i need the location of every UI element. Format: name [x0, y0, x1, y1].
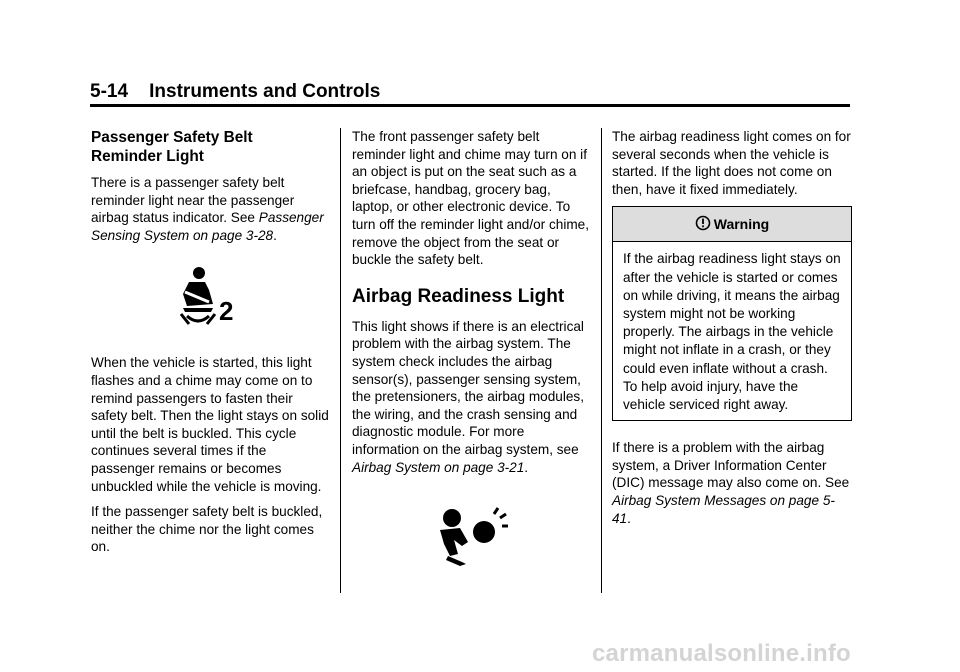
section-heading [91, 128, 329, 166]
paragraph-end: . [627, 510, 631, 526]
svg-text:2: 2 [219, 296, 234, 327]
paragraph: When the vehicle is started, this light flashes and a chime may come on to remind passengers to fasten their safety belt. Then the light stays on solid until the belt is buckled. This cycle continues several times if the passenger remains or becomes unbuckled while the vehicle is moving. [91, 355, 329, 494]
paragraph [612, 439, 852, 527]
warning-body: If the airbag readiness light stays on after the vehicle is started or comes on while driving, it means the airbag system might not be working properly. The airbags in the vehicle might not inflate in a crash, or they could even inflate without a crash. To help avoid injury, have the vehicle serviced right away. [623, 251, 841, 412]
warning-symbol-icon [695, 215, 711, 231]
warning-title: Warning [713, 216, 770, 233]
cross-reference-link[interactable]: Airbag System on page 3-21 [352, 459, 525, 475]
column-3 [612, 128, 852, 535]
paragraph [352, 318, 592, 476]
cross-reference-link[interactable]: Passenger Sensing System on page 3-28 [91, 210, 324, 243]
paragraph: The airbag readiness light comes on for several seconds when the vehicle is started. If the light does not come on then, have it fixed immediately. [612, 129, 851, 197]
section-title: Instruments and Controls [149, 81, 381, 102]
column-2 [352, 128, 592, 566]
section-heading: Airbag Readiness Light [352, 285, 565, 307]
warning-header [613, 207, 851, 242]
watermark: carmanualsonline.info [592, 640, 851, 667]
page-header [90, 80, 850, 104]
column-1 [91, 128, 329, 564]
passenger-seatbelt-reminder-icon [91, 264, 329, 326]
column-divider [601, 128, 602, 593]
paragraph-end: . [524, 459, 529, 475]
warning-box [612, 206, 852, 421]
paragraph-text: There is a passenger safety belt reminder light near the passenger airbag status indicator. See [91, 175, 295, 226]
paragraph [91, 174, 329, 244]
paragraph: If the passenger safety belt is buckled, neither the chime nor the light comes on. [91, 504, 323, 555]
paragraph-text: This light shows if there is an electrical problem with the airbag system. The system check includes the airbag sensor(s), passenger sensing system, the pretensioners, the airbag modules, the wiring, and the crash sensing and diagnostic module. For more information on the airbag system, see [352, 318, 584, 457]
paragraph-end: . [273, 227, 277, 243]
header-rule [90, 104, 850, 107]
paragraph: The front passenger safety belt reminder light and chime may turn on if an object is put on the seat such as a briefcase, handbag, grocery bag, laptop, or other electronic device. To turn off the reminder light and/or chime, remove the object from the seat or buckle the safety belt. [352, 129, 590, 268]
cross-reference-link[interactable]: Airbag System Messages on page 5-41 [612, 492, 835, 526]
column-divider [340, 128, 341, 593]
heading-line: Passenger Safety Belt [91, 129, 253, 146]
airbag-readiness-icon [352, 506, 592, 566]
paragraph-text: If there is a problem with the airbag system, a Driver Information Center (DIC) message may also come on. See [612, 440, 850, 491]
page-number: 5-14 [90, 81, 129, 102]
heading-line: Reminder Light [91, 148, 204, 165]
